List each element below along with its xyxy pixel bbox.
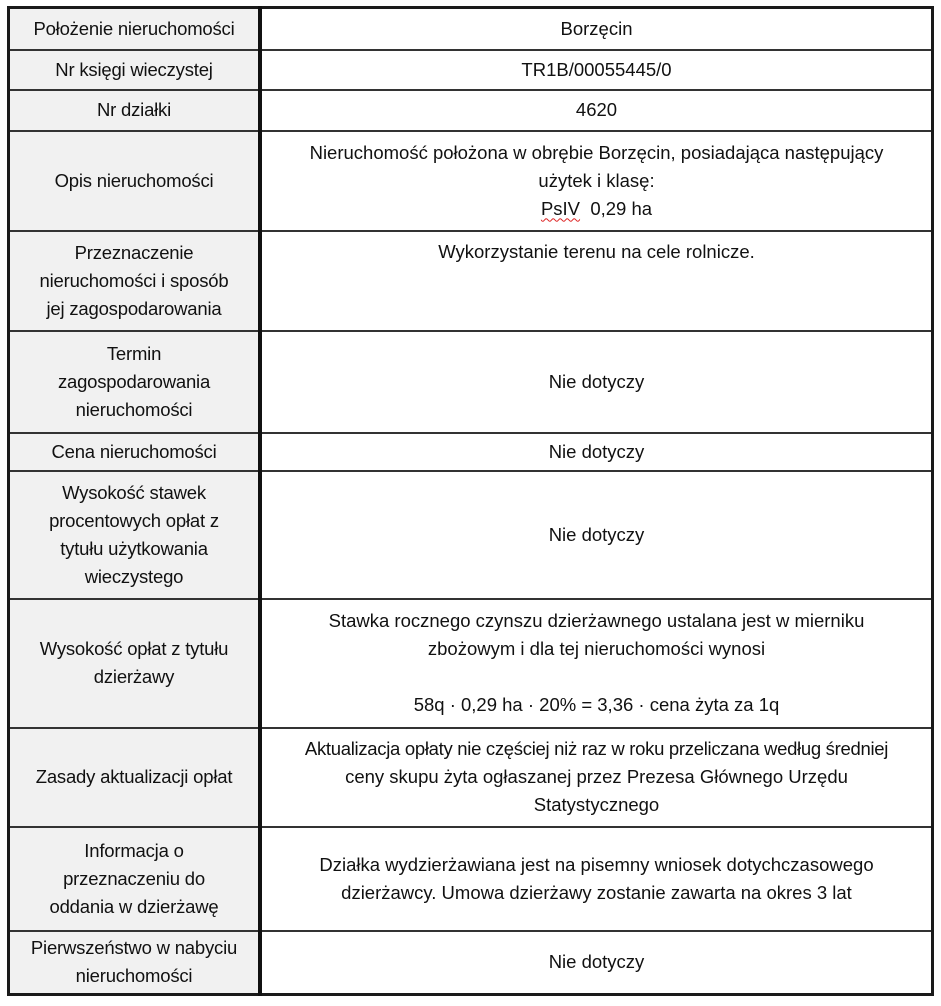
value-line: Stawka rocznego czynszu dzierżawnego ustalana jest w mierniku bbox=[328, 610, 865, 631]
label-line: nieruchomości i sposób bbox=[39, 269, 229, 291]
label-line: tytułu użytkowania bbox=[60, 537, 208, 559]
row-label bbox=[9, 471, 261, 599]
row-label bbox=[9, 331, 261, 433]
row-label: Położenie nieruchomości bbox=[9, 8, 261, 50]
table-row bbox=[9, 8, 933, 50]
row-label bbox=[9, 827, 261, 931]
table-row bbox=[9, 599, 933, 728]
row-label bbox=[9, 599, 261, 728]
table-row bbox=[9, 827, 933, 931]
row-value: Nie dotyczy bbox=[260, 931, 933, 995]
property-info-table bbox=[7, 6, 934, 996]
table-row bbox=[9, 433, 933, 471]
description-line: użytek i klasę: bbox=[538, 169, 655, 191]
row-label bbox=[9, 931, 261, 995]
table-row bbox=[9, 728, 933, 827]
table-row bbox=[9, 931, 933, 995]
row-value: Borzęcin bbox=[260, 8, 933, 50]
row-label: Cena nieruchomości bbox=[9, 433, 261, 471]
value-line: Aktualizacja opłaty nie częściej niż raz w roku przeliczana według średniej bbox=[304, 738, 889, 759]
row-label: Zasady aktualizacji opłat bbox=[9, 728, 261, 827]
rent-formula: 58q · 0,29 ha · 20% = 3,36 · cena żyta za 1q bbox=[413, 694, 780, 715]
table-row bbox=[9, 131, 933, 231]
land-class-code: PsIV bbox=[540, 197, 581, 219]
label-line: dzierżawy bbox=[93, 666, 175, 687]
label-line: Informacja o bbox=[84, 839, 184, 861]
row-value bbox=[260, 728, 933, 827]
row-label bbox=[9, 231, 261, 331]
label-line: Wysokość stawek bbox=[62, 481, 206, 503]
value-line: Działka wydzierżawiana jest na pisemny wniosek dotychczasowego bbox=[319, 853, 874, 875]
row-label: Nr działki bbox=[9, 90, 261, 131]
label-line: procentowych opłat z bbox=[49, 509, 219, 531]
land-area: 0,29 ha bbox=[590, 197, 653, 219]
row-value: Wykorzystanie terenu na cele rolnicze. bbox=[260, 231, 933, 331]
label-line: oddania w dzierżawę bbox=[49, 895, 219, 917]
label-line: nieruchomości bbox=[75, 965, 193, 987]
value-line: Statystycznego bbox=[533, 794, 660, 815]
label-line: zagospodarowania bbox=[57, 370, 211, 392]
row-value: Nie dotyczy bbox=[260, 471, 933, 599]
label-line: jej zagospodarowania bbox=[46, 297, 222, 319]
label-line: przeznaczeniu do bbox=[63, 867, 205, 889]
row-label: Nr księgi wieczystej bbox=[9, 50, 261, 90]
table-row bbox=[9, 471, 933, 599]
label-line: nieruchomości bbox=[75, 398, 193, 420]
row-value: 4620 bbox=[260, 90, 933, 131]
value-line: ceny skupu żyta ogłaszanej przez Prezesa Głównego Urzędu bbox=[345, 766, 848, 787]
label-line: Pierwszeństwo w nabyciu bbox=[30, 937, 238, 959]
label-line: Wysokość opłat z tytułu bbox=[39, 638, 229, 659]
row-value bbox=[260, 131, 933, 231]
table-row bbox=[9, 331, 933, 433]
table-row bbox=[9, 231, 933, 331]
description-line: Nieruchomość położona w obrębie Borzęcin, posiadająca następujący bbox=[309, 141, 884, 163]
row-value: TR1B/00055445/0 bbox=[260, 50, 933, 90]
label-line: Termin bbox=[106, 342, 162, 364]
label-line: wieczystego bbox=[84, 565, 184, 587]
row-value bbox=[260, 599, 933, 728]
row-value: Nie dotyczy bbox=[260, 433, 933, 471]
table-row bbox=[9, 50, 933, 90]
row-value bbox=[260, 827, 933, 931]
land-class-line bbox=[266, 195, 927, 223]
value-line: zbożowym i dla tej nieruchomości wynosi bbox=[427, 638, 766, 659]
row-label: Opis nieruchomości bbox=[9, 131, 261, 231]
row-value: Nie dotyczy bbox=[260, 331, 933, 433]
table-row bbox=[9, 90, 933, 131]
label-line: Przeznaczenie bbox=[74, 241, 194, 263]
value-line: dzierżawcy. Umowa dzierżawy zostanie zawarta na okres 3 lat bbox=[341, 881, 852, 903]
